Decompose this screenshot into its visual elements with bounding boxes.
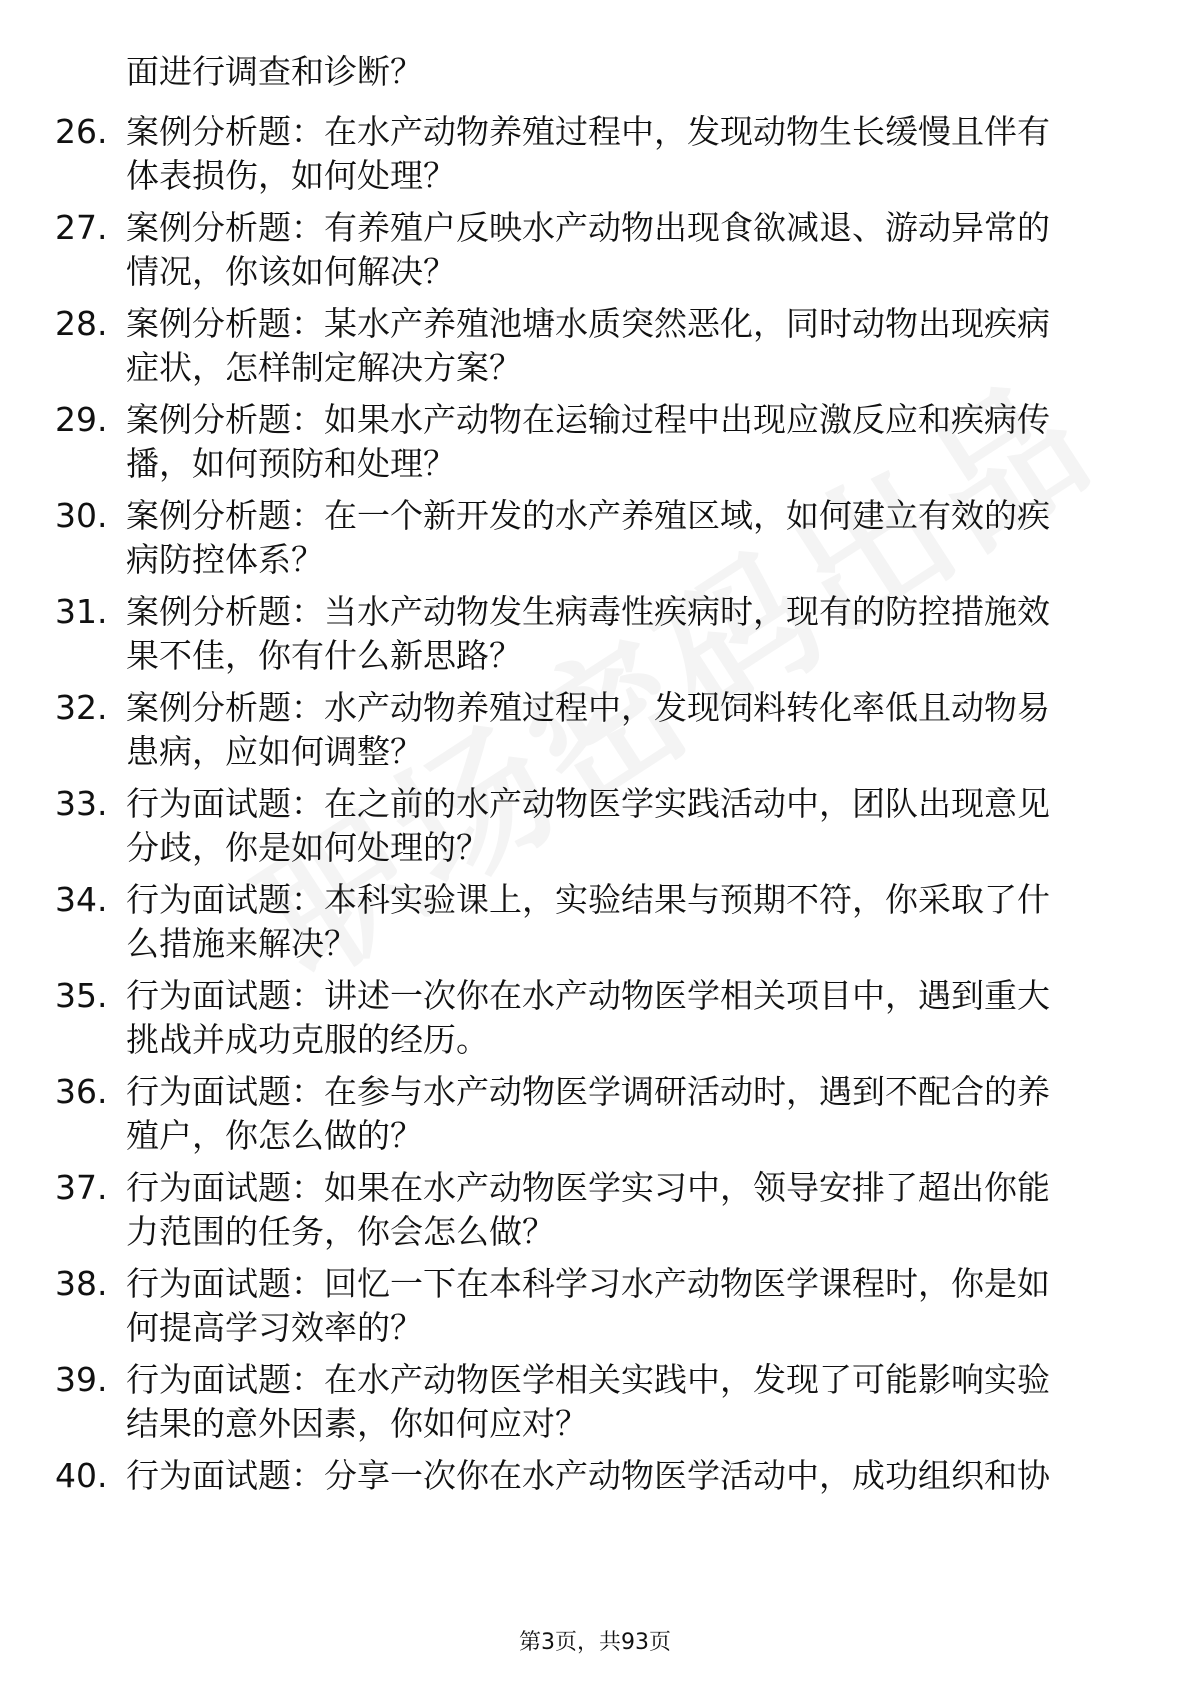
question-item bbox=[0, 1262, 1190, 1352]
question-item bbox=[0, 1070, 1190, 1160]
question-text-line1: 行为面试题：如果在水产动物医学实习中，领导安排了超出你能 bbox=[126, 1168, 1050, 1207]
question-number: 26. bbox=[55, 112, 108, 151]
question-item bbox=[0, 974, 1190, 1064]
question-item bbox=[0, 782, 1190, 872]
question-text-line2: 结果的意外因素，你如何应对？ bbox=[126, 1404, 588, 1443]
question-text-line2: 么措施来解决？ bbox=[126, 924, 357, 963]
question-number: 32. bbox=[55, 688, 108, 727]
question-text-line1: 行为面试题：本科实验课上，实验结果与预期不符，你采取了什 bbox=[126, 880, 1050, 919]
question-number: 40. bbox=[55, 1456, 108, 1495]
question-text-line2: 何提高学习效率的？ bbox=[126, 1308, 423, 1347]
question-number: 34. bbox=[55, 880, 108, 919]
question-text-line2: 患病，应如何调整？ bbox=[126, 732, 423, 771]
question-item bbox=[0, 686, 1190, 776]
question-text-line1: 案例分析题：当水产动物发生病毒性疾病时，现有的防控措施效 bbox=[126, 592, 1050, 631]
question-text-line2: 情况，你该如何解决？ bbox=[126, 252, 456, 291]
question-text-line2: 果不佳，你有什么新思路？ bbox=[126, 636, 522, 675]
question-text-line1: 行为面试题：在水产动物医学相关实践中，发现了可能影响实验 bbox=[126, 1360, 1050, 1399]
question-text-line2: 症状，怎样制定解决方案？ bbox=[126, 348, 522, 387]
page-footer: 第3页，共93页 bbox=[519, 1630, 671, 1655]
question-text-line1: 案例分析题：如果水产动物在运输过程中出现应激反应和疾病传 bbox=[126, 400, 1050, 439]
question-text-line1: 行为面试题：在参与水产动物医学调研活动时，遇到不配合的养 bbox=[126, 1072, 1050, 1111]
question-item bbox=[0, 206, 1190, 296]
question-number: 29. bbox=[55, 400, 108, 439]
question-item bbox=[0, 878, 1190, 968]
question-item bbox=[0, 398, 1190, 488]
question-number: 39. bbox=[55, 1360, 108, 1399]
question-text-line1: 案例分析题：有养殖户反映水产动物出现食欲减退、游动异常的 bbox=[126, 208, 1050, 247]
question-item bbox=[0, 302, 1190, 392]
question-number: 37. bbox=[55, 1168, 108, 1207]
question-number: 35. bbox=[55, 976, 108, 1015]
question-item bbox=[0, 494, 1190, 584]
question-number: 27. bbox=[55, 208, 108, 247]
question-text-line1: 行为面试题：回忆一下在本科学习水产动物医学课程时，你是如 bbox=[126, 1264, 1050, 1303]
question-text-line2: 殖户，你怎么做的？ bbox=[126, 1116, 423, 1155]
question-number: 33. bbox=[55, 784, 108, 823]
question-text-line2: 体表损伤，如何处理？ bbox=[126, 156, 456, 195]
question-text-line1: 案例分析题：在一个新开发的水产养殖区域，如何建立有效的疾 bbox=[126, 496, 1050, 535]
question-text-line1: 行为面试题：在之前的水产动物医学实践活动中，团队出现意见 bbox=[126, 784, 1050, 823]
question-text-line1: 行为面试题：分享一次你在水产动物医学活动中，成功组织和协 bbox=[126, 1456, 1050, 1495]
question-text-line2: 分歧，你是如何处理的？ bbox=[126, 828, 489, 867]
question-item bbox=[0, 1358, 1190, 1448]
continued-line: 面进行调查和诊断？ bbox=[126, 52, 423, 91]
question-text-line1: 案例分析题：水产动物养殖过程中，发现饲料转化率低且动物易 bbox=[126, 688, 1050, 727]
question-number: 36. bbox=[55, 1072, 108, 1111]
question-text-line2: 力范围的任务，你会怎么做？ bbox=[126, 1212, 555, 1251]
question-number: 30. bbox=[55, 496, 108, 535]
question-item bbox=[0, 1166, 1190, 1256]
question-item bbox=[0, 1454, 1190, 1544]
question-text-line2: 挑战并成功克服的经历。 bbox=[126, 1020, 489, 1059]
question-item bbox=[0, 590, 1190, 680]
question-text-line2: 病防控体系？ bbox=[126, 540, 324, 579]
question-number: 38. bbox=[55, 1264, 108, 1303]
question-text-line1: 行为面试题：讲述一次你在水产动物医学相关项目中，遇到重大 bbox=[126, 976, 1050, 1015]
question-item bbox=[0, 110, 1190, 200]
question-text-line1: 案例分析题：在水产动物养殖过程中，发现动物生长缓慢且伴有 bbox=[126, 112, 1050, 151]
question-text-line2: 播，如何预防和处理？ bbox=[126, 444, 456, 483]
question-number: 31. bbox=[55, 592, 108, 631]
question-number: 28. bbox=[55, 304, 108, 343]
question-text-line1: 案例分析题：某水产养殖池塘水质突然恶化，同时动物出现疾病 bbox=[126, 304, 1050, 343]
